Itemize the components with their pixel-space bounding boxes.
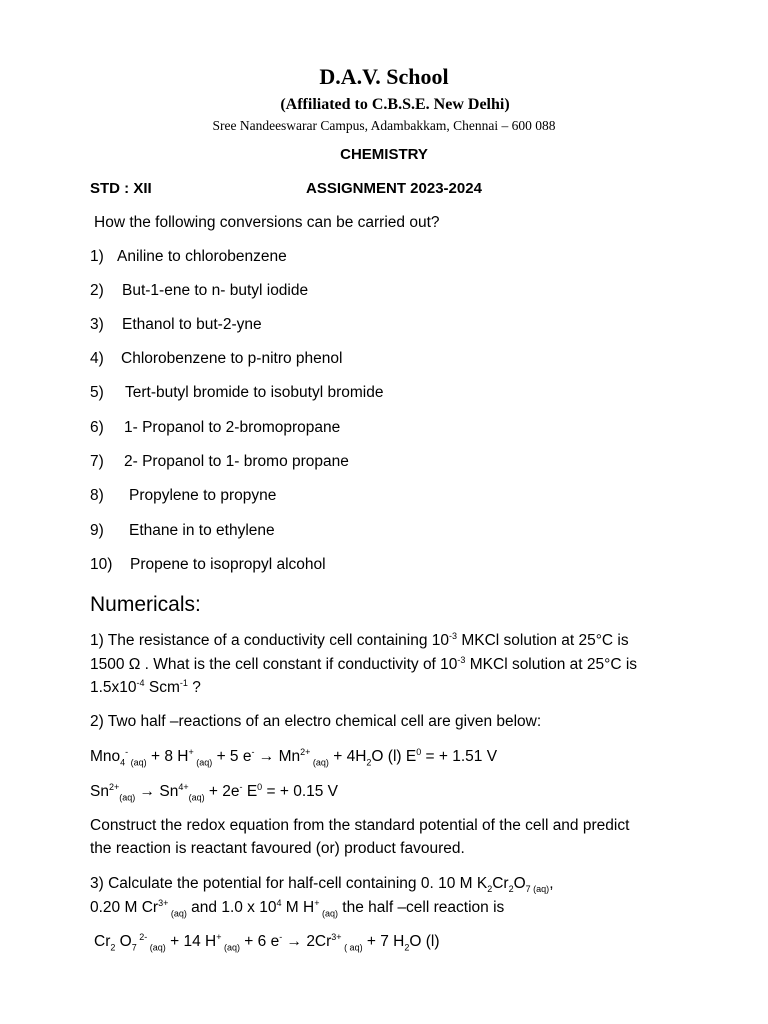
item-text: Propene to isopropyl alcohol [130, 556, 326, 573]
conversion-item [90, 419, 341, 437]
numerical-q3-line1: 3) Calculate the potential for half-cell containing 0. 10 M $K_2Cr_2O_7$ $_{(aq)}$, [90, 875, 554, 895]
item-number: 10) [90, 556, 113, 573]
conversion-item [90, 556, 326, 574]
item-text: Tert-butyl bromide to isobutyl bromide [125, 384, 384, 401]
item-text: Ethanol to but-2-yne [122, 316, 262, 333]
affiliation-line: (Affiliated to C.B.S.E. New Delhi) [280, 96, 510, 113]
numericals-heading: Numericals: [90, 593, 201, 616]
item-text: Chlorobenzene to p-nitro phenol [121, 350, 343, 367]
school-title: D.A.V. School [319, 64, 449, 89]
item-number: 7) [90, 453, 104, 470]
item-text: Aniline to chlorobenzene [117, 248, 287, 265]
numerical-q3-line2: 0.20 M $Cr^{3+}$ $_{(aq)}$ and 1.0 x $10^4$ M H+ $_{(aq)}$ the half –cell reaction is [90, 898, 505, 919]
conversion-item [90, 522, 275, 540]
conversion-item [90, 384, 384, 402]
item-number: 1) [90, 248, 104, 265]
half-reaction-1: Mno$_4$- $_{(aq)}$ + 8 H+ $_{(aq)}$ + 5 $e^- \to Mn^{2+}$ $_{(aq)} + 4H_2O$ (l) $E^0$ = + 1.51 V [90, 747, 498, 768]
conversion-item [90, 316, 262, 334]
item-text: Ethane in to ethylene [129, 522, 275, 539]
address-line: Sree Nandeeswarar Campus, Adambakkam, Chennai – 600 088 [212, 118, 556, 133]
std-label: STD : XII [90, 180, 152, 197]
item-number: 9) [90, 522, 104, 539]
item-number: 2) [90, 282, 104, 299]
numerical-q1-line3: $1.5x10^{-4}$ Scm$^{-1}$ ? [90, 678, 201, 697]
conversion-item [90, 487, 277, 505]
numerical-q2-intro: 2) Two half –reactions of an electro chemical cell are given below: [90, 713, 542, 730]
conversion-item [90, 453, 349, 471]
numerical-q3-reaction: $Cr_2$ $O_7$ $^{2-}$ $_{(aq)}$ + 14 H+ $_{(aq)}$ + 6 $e^- \to 2Cr^{3+}$ $_{( aq)}$ + 7 $H_2O$ (l) [94, 932, 440, 953]
conversion-item [90, 248, 287, 266]
item-text: 2- Propanol to 1- bromo propane [124, 453, 349, 470]
item-number: 6) [90, 419, 104, 436]
item-text: But-1-ene to n- butyl iodide [122, 282, 309, 299]
numerical-q1-line2: 1500 Ω . What is the cell constant if conductivity of $10^{-3}$ MKCl solution at 25°C is [90, 655, 638, 674]
item-text: Propylene to propyne [129, 487, 277, 504]
assignment-title: ASSIGNMENT 2023-2024 [306, 180, 482, 197]
numerical-q2-outro2: the reaction is reactant favoured (or) product favoured. [90, 840, 465, 857]
item-number: 3) [90, 316, 104, 333]
numerical-q2-outro1: Construct the redox equation from the standard potential of the cell and predict [90, 817, 630, 834]
conversion-item [90, 350, 343, 368]
item-number: 4) [90, 350, 104, 367]
item-text: 1- Propanol to 2-bromopropane [124, 419, 341, 436]
item-number: 5) [90, 384, 104, 401]
subject-title: CHEMISTRY [340, 146, 428, 163]
item-number: 8) [90, 487, 104, 504]
numerical-q1-line1: 1) The resistance of a conductivity cell containing $10^{-3}$ MKCl solution at 25°C is [90, 631, 629, 650]
half-reaction-2: $Sn^{2+}_{(aq)} \to Sn^{4+}_{(aq)} + 2e^-$ $E^0$ = + 0.15 V [90, 782, 339, 803]
conversions-prompt: How the following conversions can be carried out? [94, 214, 440, 231]
conversion-item [90, 282, 309, 300]
